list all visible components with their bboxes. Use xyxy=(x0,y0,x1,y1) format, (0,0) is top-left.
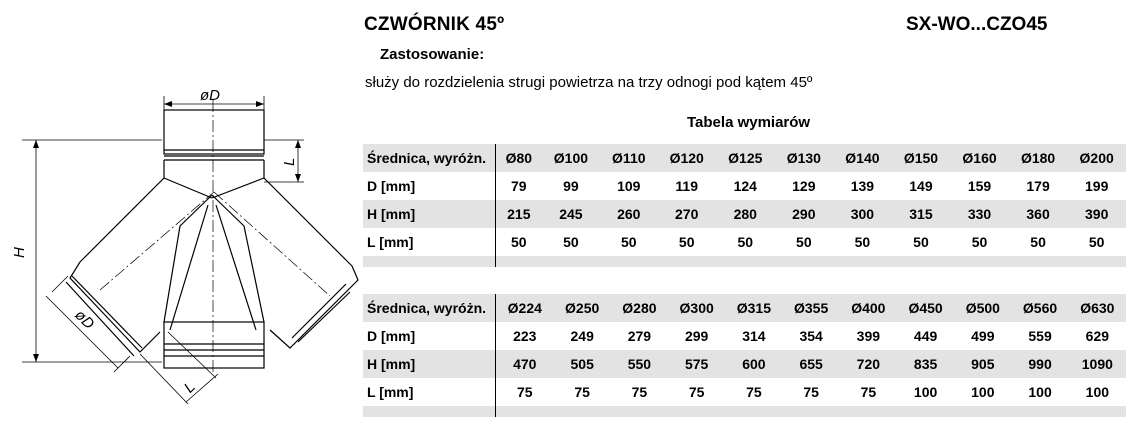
cell: 199 xyxy=(1085,178,1109,194)
cell: 300 xyxy=(833,200,892,228)
cell: 50 xyxy=(796,234,812,250)
product-title: CZWÓRNIK 45º xyxy=(364,14,505,35)
cell: 75 xyxy=(631,384,648,400)
table-caption: Tabela wymiarów xyxy=(687,114,811,131)
technical-drawing xyxy=(0,0,360,428)
cell: 629 xyxy=(1085,328,1110,344)
strip-cell xyxy=(496,256,1127,267)
cell: Ø315 xyxy=(725,294,782,322)
cell: Ø560 xyxy=(1011,294,1068,322)
cell: 119 xyxy=(675,178,698,194)
cell: Ø355 xyxy=(783,294,840,322)
table-row xyxy=(363,144,1126,172)
table-row xyxy=(363,378,1126,406)
label-L-bottom: L xyxy=(180,378,199,397)
cell: 75 xyxy=(746,384,762,400)
cell: 129 xyxy=(792,178,816,194)
row-label: L [mm] xyxy=(363,228,496,256)
cell: Ø140 xyxy=(833,144,892,172)
cell: 79 xyxy=(511,178,527,194)
row-label: H [mm] xyxy=(363,200,496,228)
cell: 330 xyxy=(950,200,1009,228)
dimension-table-2 xyxy=(363,294,1126,417)
cell: Ø400 xyxy=(840,294,897,322)
cell: Ø150 xyxy=(892,144,951,172)
dimension-table-1 xyxy=(363,144,1126,267)
label-H: H xyxy=(11,247,28,258)
table-row xyxy=(363,172,1126,200)
label-L-top: L xyxy=(281,157,298,166)
top-collar xyxy=(164,110,264,154)
strip-cell xyxy=(363,406,496,417)
cell: 290 xyxy=(775,200,834,228)
cell: 280 xyxy=(716,200,775,228)
label-diameter-side: øD xyxy=(71,306,98,333)
cell: Ø224 xyxy=(496,294,554,322)
cell: 75 xyxy=(516,384,533,400)
cell: Ø450 xyxy=(897,294,954,322)
row-label: Średnica, wyróżn. xyxy=(363,294,496,322)
cell: 260 xyxy=(600,200,657,228)
cell: 124 xyxy=(733,178,757,194)
cell: 399 xyxy=(856,328,881,344)
application-text: służy do rozdzielenia strugi powietrza na trzy odnogi pod kątem 45º xyxy=(365,74,813,91)
product-code: SX-WO...CZO45 xyxy=(906,14,1048,35)
cell: 505 xyxy=(554,350,611,378)
cell: 100 xyxy=(913,384,938,400)
cell: 720 xyxy=(840,350,897,378)
cell: 139 xyxy=(850,178,875,194)
cell: 100 xyxy=(971,384,995,400)
table-row xyxy=(363,322,1126,350)
cell: 50 xyxy=(563,234,579,250)
cell: 109 xyxy=(617,178,641,194)
cell: 50 xyxy=(913,234,929,250)
cell: 50 xyxy=(511,234,527,250)
strip-cell xyxy=(363,256,496,267)
cell: Ø160 xyxy=(950,144,1009,172)
row-label: L [mm] xyxy=(363,378,496,406)
table-footer-strip xyxy=(363,256,1126,267)
table-row xyxy=(363,294,1126,322)
cell: 835 xyxy=(897,350,954,378)
body-outline xyxy=(80,157,352,266)
cell: Ø180 xyxy=(1009,144,1068,172)
cell: 50 xyxy=(737,234,754,250)
cell: 75 xyxy=(688,384,705,400)
cell: 1090 xyxy=(1069,350,1126,378)
cell: 159 xyxy=(967,178,992,194)
application-label: Zastosowanie: xyxy=(380,46,485,63)
cell: 50 xyxy=(971,234,988,250)
row-label: D [mm] xyxy=(363,172,496,200)
cell: 449 xyxy=(913,328,938,344)
cell: 550 xyxy=(611,350,668,378)
cell: 390 xyxy=(1067,200,1126,228)
cell: 360 xyxy=(1009,200,1068,228)
cell: Ø80 xyxy=(496,144,542,172)
cell: Ø125 xyxy=(716,144,775,172)
cell: 270 xyxy=(657,200,716,228)
cell: 279 xyxy=(627,328,652,344)
cell: 354 xyxy=(799,328,823,344)
cell: 655 xyxy=(783,350,840,378)
cell: 905 xyxy=(954,350,1011,378)
table-footer-strip xyxy=(363,406,1126,417)
cell: 299 xyxy=(684,328,709,344)
cell: 149 xyxy=(909,178,933,194)
strip-cell xyxy=(496,406,1127,417)
cell: 990 xyxy=(1011,350,1068,378)
cell: Ø250 xyxy=(554,294,611,322)
cell: Ø110 xyxy=(600,144,657,172)
row-label: Średnica, wyróżn. xyxy=(363,144,496,172)
cell: 75 xyxy=(860,384,877,400)
cell: 245 xyxy=(542,200,601,228)
cell: 470 xyxy=(496,350,554,378)
label-diameter-top: øD xyxy=(200,87,220,104)
cell: 50 xyxy=(678,234,695,250)
cell: 215 xyxy=(496,200,542,228)
bottom-collar xyxy=(164,322,264,368)
cell: 249 xyxy=(570,328,594,344)
cell: 100 xyxy=(1085,384,1110,400)
cell: 223 xyxy=(513,328,537,344)
cell: 50 xyxy=(621,234,637,250)
cell: 100 xyxy=(1028,384,1052,400)
cell: 75 xyxy=(803,384,819,400)
cell: 314 xyxy=(742,328,766,344)
cell: 315 xyxy=(892,200,951,228)
cell: 50 xyxy=(1030,234,1046,250)
cell: 600 xyxy=(725,350,782,378)
cell: Ø500 xyxy=(954,294,1011,322)
row-label: D [mm] xyxy=(363,322,496,350)
table-row xyxy=(363,228,1126,256)
cell: Ø280 xyxy=(611,294,668,322)
cell: 179 xyxy=(1026,178,1050,194)
cell: Ø630 xyxy=(1069,294,1126,322)
cell: 99 xyxy=(563,178,579,194)
table-row xyxy=(363,200,1126,228)
cell: Ø130 xyxy=(775,144,834,172)
cell: Ø120 xyxy=(657,144,716,172)
cell: 50 xyxy=(1088,234,1105,250)
cell: Ø100 xyxy=(542,144,601,172)
cell: Ø300 xyxy=(668,294,725,322)
cell: 575 xyxy=(668,350,725,378)
table-row xyxy=(363,350,1126,378)
cell: 50 xyxy=(854,234,871,250)
cell: 499 xyxy=(971,328,995,344)
cell: 75 xyxy=(574,384,590,400)
cell: Ø200 xyxy=(1067,144,1126,172)
row-label: H [mm] xyxy=(363,350,496,378)
cell: 559 xyxy=(1028,328,1052,344)
